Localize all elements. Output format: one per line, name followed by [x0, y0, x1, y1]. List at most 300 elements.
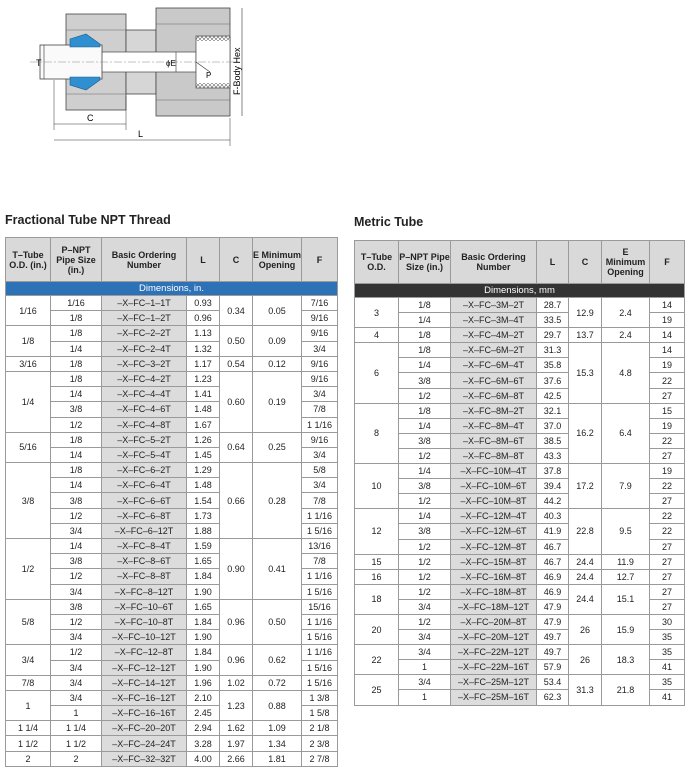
pipe-size-cell: 1/2 — [51, 417, 102, 432]
header-e-min-opening: E Minimum Opening — [253, 238, 302, 282]
tube-od-cell: 20 — [355, 614, 399, 644]
ordering-number-cell: –X–FC–22M–12T — [451, 645, 537, 660]
tube-od-cell: 22 — [355, 645, 399, 675]
tube-od-cell: 5/16 — [6, 432, 51, 462]
tube-od-cell: 18 — [355, 584, 399, 614]
metric-table — [354, 240, 685, 706]
table-row — [6, 463, 338, 478]
f-cell: 1 5/8 — [302, 706, 338, 721]
ordering-number-cell: –X–FC–5–2T — [102, 432, 187, 447]
pipe-size-cell: 1/2 — [399, 614, 451, 629]
metric-title: Metric Tube — [354, 215, 424, 229]
f-cell: 27 — [650, 599, 685, 614]
l-cell: 42.5 — [537, 388, 569, 403]
ordering-number-cell: –X–FC–4–6T — [102, 402, 187, 417]
f-cell: 7/8 — [302, 493, 338, 508]
f-cell: 9/16 — [302, 326, 338, 341]
pipe-size-cell: 1/2 — [399, 388, 451, 403]
ordering-number-cell: –X–FC–4–8T — [102, 417, 187, 432]
ordering-number-cell: –X–FC–20M–8T — [451, 614, 537, 629]
fitting-drawing — [0, 0, 260, 150]
pipe-size-cell: 3/4 — [399, 630, 451, 645]
e-cell: 12.7 — [602, 569, 650, 584]
f-cell: 14 — [650, 328, 685, 343]
ordering-number-cell: –X–FC–6–12T — [102, 523, 187, 538]
pipe-size-cell: 1/8 — [399, 298, 451, 313]
l-cell: 37.0 — [537, 418, 569, 433]
pipe-size-cell: 3/4 — [399, 645, 451, 660]
f-cell: 3/4 — [302, 387, 338, 402]
pipe-size-cell: 1/2 — [399, 448, 451, 463]
header-f: F — [650, 241, 685, 284]
pipe-size-cell: 1 — [399, 690, 451, 705]
e-cell: 0.09 — [253, 326, 302, 356]
table-row — [355, 645, 685, 660]
f-cell: 27 — [650, 584, 685, 599]
ordering-number-cell: –X–FC–3M–2T — [451, 298, 537, 313]
e-cell: 15.9 — [602, 614, 650, 644]
tube-od-cell: 6 — [355, 343, 399, 403]
pipe-size-cell: 3/4 — [399, 675, 451, 690]
tube-od-cell: 10 — [355, 464, 399, 509]
c-cell: 0.54 — [220, 356, 253, 371]
ordering-number-cell: –X–FC–10–8T — [102, 614, 187, 629]
tube-od-cell: 15 — [355, 554, 399, 569]
l-cell: 1.13 — [187, 326, 220, 341]
tube-od-cell: 1 — [6, 690, 51, 720]
ordering-number-cell: –X–FC–6M–2T — [451, 343, 537, 358]
l-cell: 1.32 — [187, 341, 220, 356]
l-cell: 46.7 — [537, 554, 569, 569]
c-cell: 0.50 — [220, 326, 253, 356]
ordering-number-cell: –X–FC–8–6T — [102, 554, 187, 569]
l-cell: 1.90 — [187, 584, 220, 599]
ordering-number-cell: –X–FC–4M–2T — [451, 328, 537, 343]
f-cell: 30 — [650, 614, 685, 629]
f-cell: 1 3/8 — [302, 690, 338, 705]
table-row — [6, 371, 338, 386]
f-cell: 1 5/16 — [302, 675, 338, 690]
f-cell: 19 — [650, 358, 685, 373]
table-row — [6, 690, 338, 705]
ordering-number-cell: –X–FC–18M–8T — [451, 584, 537, 599]
c-cell: 13.7 — [569, 328, 602, 343]
tube-od-cell: 1/2 — [6, 539, 51, 600]
header-tube-od: T–Tube O.D. (in.) — [6, 238, 51, 282]
header-pipe-size: P–NPT Pipe Size (in.) — [399, 241, 451, 284]
l-cell: 37.6 — [537, 373, 569, 388]
f-cell: 3/4 — [302, 447, 338, 462]
e-cell: 0.50 — [253, 599, 302, 645]
f-cell: 1 1/16 — [302, 508, 338, 523]
f-cell: 2 7/8 — [302, 751, 338, 766]
c-cell: 1.97 — [220, 736, 253, 751]
l-cell: 2.45 — [187, 706, 220, 721]
l-cell: 53.4 — [537, 675, 569, 690]
f-cell: 7/8 — [302, 554, 338, 569]
tube-od-cell: 3/8 — [6, 463, 51, 539]
table-row — [355, 403, 685, 418]
l-cell: 46.9 — [537, 569, 569, 584]
ordering-number-cell: –X–FC–10M–6T — [451, 479, 537, 494]
tube-od-cell: 1/8 — [6, 326, 51, 356]
e-cell: 0.28 — [253, 463, 302, 539]
ordering-number-cell: –X–FC–1–2T — [102, 311, 187, 326]
table-row — [6, 721, 338, 736]
pipe-size-cell: 1/8 — [51, 326, 102, 341]
ordering-number-cell: –X–FC–25M–16T — [451, 690, 537, 705]
l-cell: 1.17 — [187, 356, 220, 371]
c-cell: 1.02 — [220, 675, 253, 690]
l-cell: 41.9 — [537, 524, 569, 539]
t-dimension-label: T — [36, 58, 42, 68]
header-c: C — [569, 241, 602, 284]
table-row — [6, 751, 338, 766]
f-cell: 19 — [650, 418, 685, 433]
p-dimension-label: P — [206, 71, 212, 80]
table-row — [6, 675, 338, 690]
e-cell: 15.1 — [602, 584, 650, 614]
e-cell: 0.05 — [253, 296, 302, 326]
ordering-number-cell: –X–FC–1–1T — [102, 296, 187, 311]
l-cell: 1.41 — [187, 387, 220, 402]
c-cell: 22.8 — [569, 509, 602, 554]
f-cell: 41 — [650, 660, 685, 675]
pipe-size-cell: 3/8 — [51, 599, 102, 614]
f-cell: 2 3/8 — [302, 736, 338, 751]
c-cell: 31.3 — [569, 675, 602, 705]
l-cell: 4.00 — [187, 751, 220, 766]
tube-od-cell: 8 — [355, 403, 399, 463]
ordering-number-cell: –X–FC–8–8T — [102, 569, 187, 584]
c-cell: 2.66 — [220, 751, 253, 766]
l-cell: 43.3 — [537, 448, 569, 463]
ordering-number-cell: –X–FC–8M–6T — [451, 433, 537, 448]
pipe-size-cell: 1/4 — [51, 478, 102, 493]
l-cell: 1.54 — [187, 493, 220, 508]
ordering-number-cell: –X–FC–4–4T — [102, 387, 187, 402]
f-cell: 13/16 — [302, 539, 338, 554]
l-cell: 33.5 — [537, 313, 569, 328]
c-cell: 0.96 — [220, 645, 253, 675]
ordering-number-cell: –X–FC–12–12T — [102, 660, 187, 675]
pipe-size-cell: 1/4 — [399, 358, 451, 373]
l-cell: 1.29 — [187, 463, 220, 478]
l-cell: 1.59 — [187, 539, 220, 554]
ordering-number-cell: –X–FC–6–2T — [102, 463, 187, 478]
pipe-size-cell: 3/8 — [399, 373, 451, 388]
table-row — [6, 599, 338, 614]
header-ordering-number: Basic Ordering Number — [102, 238, 187, 282]
l-cell: 1.84 — [187, 569, 220, 584]
pipe-size-cell: 3/8 — [399, 433, 451, 448]
tube-od-cell: 7/8 — [6, 675, 51, 690]
pipe-size-cell: 1/2 — [399, 584, 451, 599]
pipe-size-cell: 3/4 — [51, 675, 102, 690]
units-band: Dimensions, mm — [355, 284, 685, 298]
e-cell: 4.8 — [602, 343, 650, 403]
l-cell: 44.2 — [537, 494, 569, 509]
tube-od-cell: 1 1/4 — [6, 721, 51, 736]
header-ordering-number: Basic Ordering Number — [451, 241, 537, 284]
pipe-size-cell: 1/8 — [399, 343, 451, 358]
tube-od-cell: 1/16 — [6, 296, 51, 326]
l-cell: 46.9 — [537, 584, 569, 599]
header-pipe-size: P–NPT Pipe Size (in.) — [51, 238, 102, 282]
l-cell: 1.84 — [187, 645, 220, 660]
units-band: Dimensions, in. — [6, 282, 338, 296]
f-cell: 15 — [650, 403, 685, 418]
tube-od-cell: 3/4 — [6, 645, 51, 675]
pipe-size-cell: 1/8 — [399, 328, 451, 343]
ordering-number-cell: –X–FC–18M–12T — [451, 599, 537, 614]
e-cell: 0.25 — [253, 432, 302, 462]
ordering-number-cell: –X–FC–15M–8T — [451, 554, 537, 569]
f-cell: 27 — [650, 569, 685, 584]
ordering-number-cell: –X–FC–10–6T — [102, 599, 187, 614]
header-e-min-opening: E Minimum Opening — [602, 241, 650, 284]
table-row — [6, 645, 338, 660]
f-cell: 9/16 — [302, 432, 338, 447]
l-cell: 1.73 — [187, 508, 220, 523]
ordering-number-cell: –X–FC–6M–8T — [451, 388, 537, 403]
f-cell: 22 — [650, 509, 685, 524]
e-cell: 9.5 — [602, 509, 650, 554]
pipe-size-cell: 1/4 — [399, 464, 451, 479]
header-f: F — [302, 238, 338, 282]
tube-od-cell: 5/8 — [6, 599, 51, 645]
pipe-size-cell: 3/8 — [399, 479, 451, 494]
table-row — [6, 432, 338, 447]
e-cell: 0.12 — [253, 356, 302, 371]
table-row — [6, 356, 338, 371]
pipe-size-cell: 1 1/2 — [51, 736, 102, 751]
e-cell: 6.4 — [602, 403, 650, 463]
e-cell: 0.72 — [253, 675, 302, 690]
c-cell: 1.23 — [220, 690, 253, 720]
l-cell: 2.94 — [187, 721, 220, 736]
l-cell: 57.9 — [537, 660, 569, 675]
f-cell: 1 1/16 — [302, 645, 338, 660]
table-row — [355, 343, 685, 358]
ordering-number-cell: –X–FC–8M–4T — [451, 418, 537, 433]
c-cell: 16.2 — [569, 403, 602, 463]
c-cell: 0.60 — [220, 371, 253, 432]
pipe-size-cell: 1/8 — [399, 403, 451, 418]
pipe-size-cell: 1/4 — [51, 447, 102, 462]
pipe-size-cell: 1/2 — [51, 508, 102, 523]
c-cell: 24.4 — [569, 569, 602, 584]
f-cell: 27 — [650, 494, 685, 509]
pipe-size-cell: 1/8 — [51, 371, 102, 386]
pipe-size-cell: 2 — [51, 751, 102, 766]
tube-od-cell: 1 1/2 — [6, 736, 51, 751]
pipe-size-cell: 1/8 — [51, 311, 102, 326]
ordering-number-cell: –X–FC–16M–8T — [451, 569, 537, 584]
ordering-number-cell: –X–FC–20–20T — [102, 721, 187, 736]
f-cell: 1 1/16 — [302, 417, 338, 432]
f-cell: 1 5/16 — [302, 584, 338, 599]
l-cell: 1.90 — [187, 630, 220, 645]
c-cell: 0.64 — [220, 432, 253, 462]
table-row — [355, 675, 685, 690]
header-c: C — [220, 238, 253, 282]
f-cell: 22 — [650, 524, 685, 539]
f-cell: 7/8 — [302, 402, 338, 417]
c-cell: 0.96 — [220, 599, 253, 645]
e-cell: 0.62 — [253, 645, 302, 675]
c-cell: 24.4 — [569, 554, 602, 569]
e-dimension-label: ϕE — [166, 59, 176, 68]
table-row — [355, 298, 685, 313]
ordering-number-cell: –X–FC–6–4T — [102, 478, 187, 493]
ordering-number-cell: –X–FC–10–12T — [102, 630, 187, 645]
l-cell: 1.65 — [187, 599, 220, 614]
pipe-size-cell: 1/2 — [399, 494, 451, 509]
f-cell: 5/8 — [302, 463, 338, 478]
f-cell: 1 5/16 — [302, 630, 338, 645]
fractional-table — [5, 237, 338, 767]
e-cell: 0.41 — [253, 539, 302, 600]
ordering-number-cell: –X–FC–12–8T — [102, 645, 187, 660]
pipe-size-cell: 1/4 — [399, 418, 451, 433]
pipe-size-cell: 3/4 — [51, 523, 102, 538]
c-cell: 26 — [569, 645, 602, 675]
table-row — [355, 569, 685, 584]
ordering-number-cell: –X–FC–8M–8T — [451, 448, 537, 463]
f-cell: 14 — [650, 343, 685, 358]
f-cell: 27 — [650, 448, 685, 463]
f-cell: 2 1/8 — [302, 721, 338, 736]
l-cell: 47.9 — [537, 614, 569, 629]
f-cell: 19 — [650, 464, 685, 479]
f-cell: 3/4 — [302, 478, 338, 493]
c-cell: 26 — [569, 614, 602, 644]
l-dimension-label: L — [138, 129, 144, 139]
l-cell: 46.7 — [537, 539, 569, 554]
tube-od-cell: 2 — [6, 751, 51, 766]
ordering-number-cell: –X–FC–22M–16T — [451, 660, 537, 675]
l-cell: 1.88 — [187, 523, 220, 538]
pipe-size-cell: 3/4 — [51, 630, 102, 645]
l-cell: 49.7 — [537, 645, 569, 660]
l-cell: 37.8 — [537, 464, 569, 479]
ordering-number-cell: –X–FC–12M–4T — [451, 509, 537, 524]
f-cell: 41 — [650, 690, 685, 705]
f-dimension-label: F-Body Hex — [232, 47, 242, 95]
header-l: L — [187, 238, 220, 282]
ordering-number-cell: –X–FC–6–8T — [102, 508, 187, 523]
l-cell: 1.67 — [187, 417, 220, 432]
f-cell: 1 5/16 — [302, 523, 338, 538]
tube-od-cell: 4 — [355, 328, 399, 343]
pipe-size-cell: 1 1/4 — [51, 721, 102, 736]
ordering-number-cell: –X–FC–16–12T — [102, 690, 187, 705]
f-cell: 22 — [650, 373, 685, 388]
header-l: L — [537, 241, 569, 284]
ordering-number-cell: –X–FC–6–6T — [102, 493, 187, 508]
pipe-size-cell: 3/4 — [399, 599, 451, 614]
pipe-size-cell: 1/4 — [51, 387, 102, 402]
pipe-size-cell: 1/16 — [51, 296, 102, 311]
tube-od-cell: 12 — [355, 509, 399, 554]
tube-od-cell: 3/16 — [6, 356, 51, 371]
table-row — [355, 584, 685, 599]
tube-od-cell: 3 — [355, 298, 399, 328]
e-cell: 11.9 — [602, 554, 650, 569]
l-cell: 32.1 — [537, 403, 569, 418]
pipe-size-cell: 1/4 — [399, 509, 451, 524]
pipe-size-cell: 1/4 — [51, 341, 102, 356]
l-cell: 0.96 — [187, 311, 220, 326]
table-row — [6, 736, 338, 751]
f-cell: 7/16 — [302, 296, 338, 311]
l-cell: 1.90 — [187, 660, 220, 675]
c-cell: 17.2 — [569, 464, 602, 509]
pipe-size-cell: 1/2 — [399, 554, 451, 569]
ordering-number-cell: –X–FC–6M–4T — [451, 358, 537, 373]
table-row — [6, 296, 338, 311]
l-cell: 1.84 — [187, 614, 220, 629]
pipe-size-cell: 1/8 — [51, 356, 102, 371]
ordering-number-cell: –X–FC–32–32T — [102, 751, 187, 766]
f-cell: 19 — [650, 313, 685, 328]
ordering-number-cell: –X–FC–8M–2T — [451, 403, 537, 418]
l-cell: 35.8 — [537, 358, 569, 373]
ordering-number-cell: –X–FC–16–16T — [102, 706, 187, 721]
l-cell: 0.93 — [187, 296, 220, 311]
table-row — [355, 328, 685, 343]
l-cell: 29.7 — [537, 328, 569, 343]
e-cell: 7.9 — [602, 464, 650, 509]
table-row — [355, 554, 685, 569]
c-cell: 1.62 — [220, 721, 253, 736]
ordering-number-cell: –X–FC–12M–8T — [451, 539, 537, 554]
ordering-number-cell: –X–FC–8–4T — [102, 539, 187, 554]
ordering-number-cell: –X–FC–25M–12T — [451, 675, 537, 690]
tube-od-cell: 25 — [355, 675, 399, 705]
c-cell: 15.3 — [569, 343, 602, 403]
l-cell: 49.7 — [537, 630, 569, 645]
ordering-number-cell: –X–FC–8–12T — [102, 584, 187, 599]
header-tube-od: T–Tube O.D. — [355, 241, 399, 284]
e-cell: 1.81 — [253, 751, 302, 766]
ordering-number-cell: –X–FC–10M–8T — [451, 494, 537, 509]
l-cell: 2.10 — [187, 690, 220, 705]
f-cell: 3/4 — [302, 341, 338, 356]
l-cell: 3.28 — [187, 736, 220, 751]
f-cell: 14 — [650, 298, 685, 313]
e-cell: 0.19 — [253, 371, 302, 432]
c-cell: 12.9 — [569, 298, 602, 328]
l-cell: 1.48 — [187, 402, 220, 417]
pipe-size-cell: 3/8 — [51, 493, 102, 508]
pipe-size-cell: 1 — [51, 706, 102, 721]
l-cell: 1.48 — [187, 478, 220, 493]
pipe-size-cell: 3/8 — [51, 554, 102, 569]
l-cell: 31.3 — [537, 343, 569, 358]
ordering-number-cell: –X–FC–20M–12T — [451, 630, 537, 645]
pipe-size-cell: 1/8 — [51, 463, 102, 478]
f-cell: 22 — [650, 479, 685, 494]
e-cell: 2.4 — [602, 328, 650, 343]
ordering-number-cell: –X–FC–2–4T — [102, 341, 187, 356]
pipe-size-cell: 1/8 — [51, 432, 102, 447]
l-cell: 38.5 — [537, 433, 569, 448]
ordering-number-cell: –X–FC–12M–6T — [451, 524, 537, 539]
f-cell: 27 — [650, 388, 685, 403]
f-cell: 27 — [650, 554, 685, 569]
